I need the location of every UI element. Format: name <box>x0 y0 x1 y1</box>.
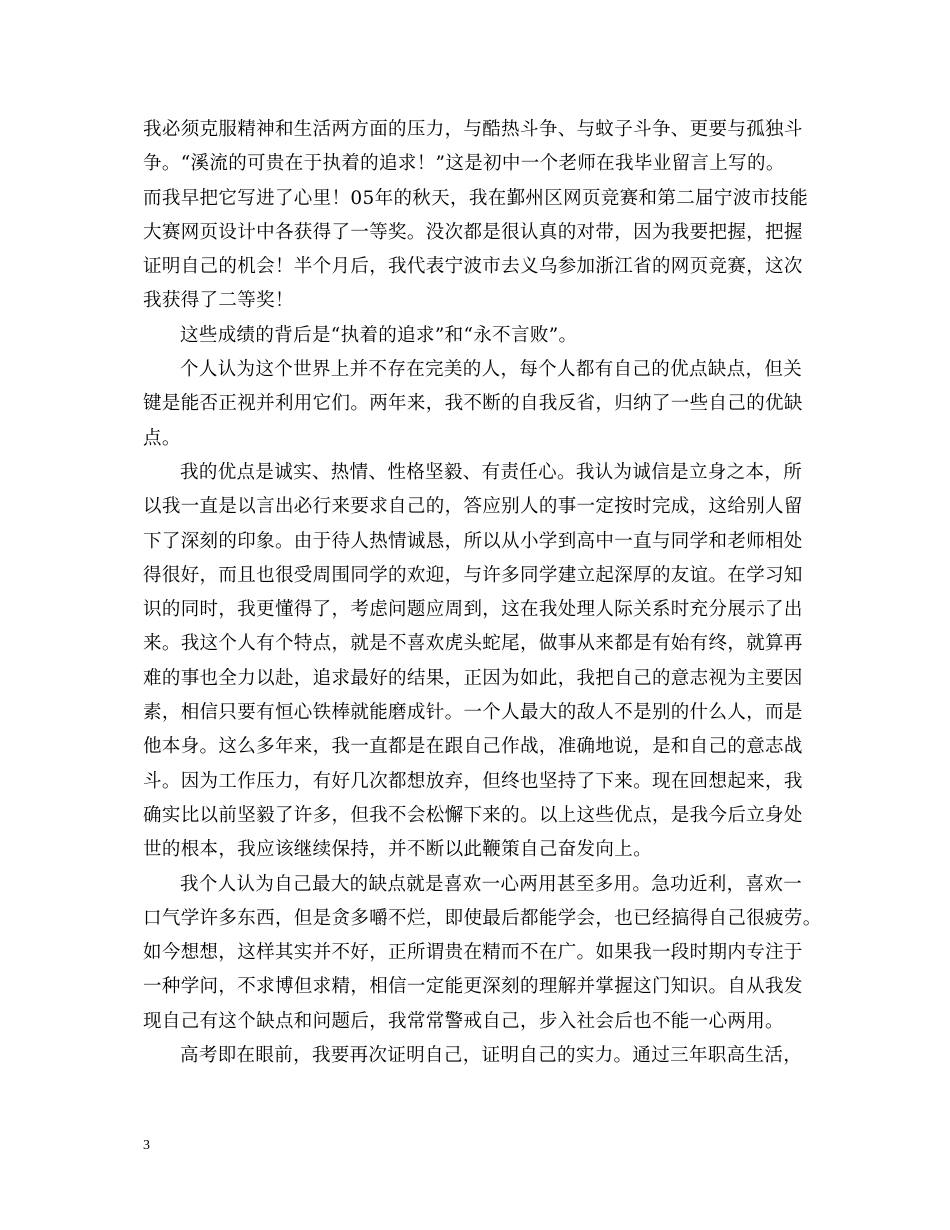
paragraph <box>143 456 803 868</box>
paragraph <box>143 1039 803 1073</box>
text-line: 大赛网页设计中各获得了一等奖。没次都是很认真的对带，因为我要把握，把握 <box>143 221 803 243</box>
paragraph <box>143 319 803 353</box>
text-line: 个人认为这个世界上并不存在完美的人，每个人都有自己的优点缺点，但关 <box>180 359 803 381</box>
text-line: 素，相信只要有恒心铁棒就能磨成针。一个人最大的敌人不是别的什么人，而是 <box>143 702 803 724</box>
text-line: 争。“溪流的可贵在于执着的追求！”这是初中一个老师在我毕业留言上写的。 <box>143 153 785 175</box>
text-line: 难的事也全力以赴，追求最好的结果，正因为如此，我把自己的意志视为主要因 <box>143 667 803 689</box>
text-line: 我个人认为自己最大的缺点就是喜欢一心两用甚至多用。急功近利，喜欢一 <box>180 873 803 895</box>
text-line: 确实比以前坚毅了许多，但我不会松懈下来的。以上这些优点，是我今后立身处 <box>143 804 803 826</box>
text-line: 键是能否正视并利用它们。两年来，我不断的自我反省，归纳了一些自己的优缺 <box>143 393 803 415</box>
body-text <box>143 113 822 1073</box>
text-line: 证明自己的机会！半个月后，我代表宁波市去义乌参加浙江省的网页竞赛，这次 <box>143 256 803 278</box>
text-line: 世的根本，我应该继续保持，并不断以此鞭策自己奋发向上。 <box>143 839 652 861</box>
text-line: 来。我这个人有个特点，就是不喜欢虎头蛇尾，做事从来都是有始有终，就算再 <box>143 633 803 655</box>
page-number: 3 <box>143 1138 150 1153</box>
text-line: 以我一直是以言出必行来要求自己的，答应别人的事一定按时完成，这给别人留 <box>143 496 803 518</box>
text-line: 他本身。这么多年来，我一直都是在跟自己作战，准确地说，是和自己的意志战 <box>143 736 803 758</box>
text-line: 而我早把它写进了心里！05年的秋天，我在鄞州区网页竞赛和第二届宁波市技能 <box>143 187 809 209</box>
text-line: 如今想想，这样其实并不好，正所谓贵在精而不在广。如果我一段时期内专注于 <box>143 942 803 964</box>
text-line: 这些成绩的背后是“执着的追求”和“永不言败”。 <box>180 324 578 346</box>
text-line: 斗。因为工作压力，有好几次都想放弃，但终也坚持了下来。现在回想起来，我 <box>143 770 803 792</box>
text-line: 我的优点是诚实、热情、性格坚毅、有责任心。我认为诚信是立身之本，所 <box>180 461 803 483</box>
paragraph <box>143 353 803 456</box>
text-line: 点。 <box>143 427 181 449</box>
paragraph <box>143 868 822 1039</box>
text-line: 高考即在眼前，我要再次证明自己，证明自己的实力。通过三年职高生活， <box>180 1045 803 1067</box>
text-line: 得很好，而且也很受周围同学的欢迎，与许多同学建立起深厚的友谊。在学习知 <box>143 564 803 586</box>
text-line: 现自己有这个缺点和问题后，我常常警戒自己，步入社会后也不能一心两用。 <box>143 1010 784 1032</box>
paragraph <box>143 113 809 319</box>
text-line: 下了深刻的印象。由于待人热情诚恳，所以从小学到高中一直与同学和老师相处 <box>143 530 803 552</box>
text-line: 一种学问，不求博但求精，相信一定能更深刻的理解并掌握这门知识。自从我发 <box>143 976 803 998</box>
text-line: 口气学许多东西，但是贪多嚼不烂，即使最后都能学会，也已经搞得自己很疲劳。 <box>143 907 822 929</box>
text-line: 我必须克服精神和生活两方面的压力，与酷热斗争、与蚊子斗争、更要与孤独斗 <box>143 119 803 140</box>
text-line: 我获得了二等奖！ <box>143 290 294 312</box>
text-line: 识的同时，我更懂得了，考虑问题应周到，这在我处理人际关系时充分展示了出 <box>143 599 803 621</box>
